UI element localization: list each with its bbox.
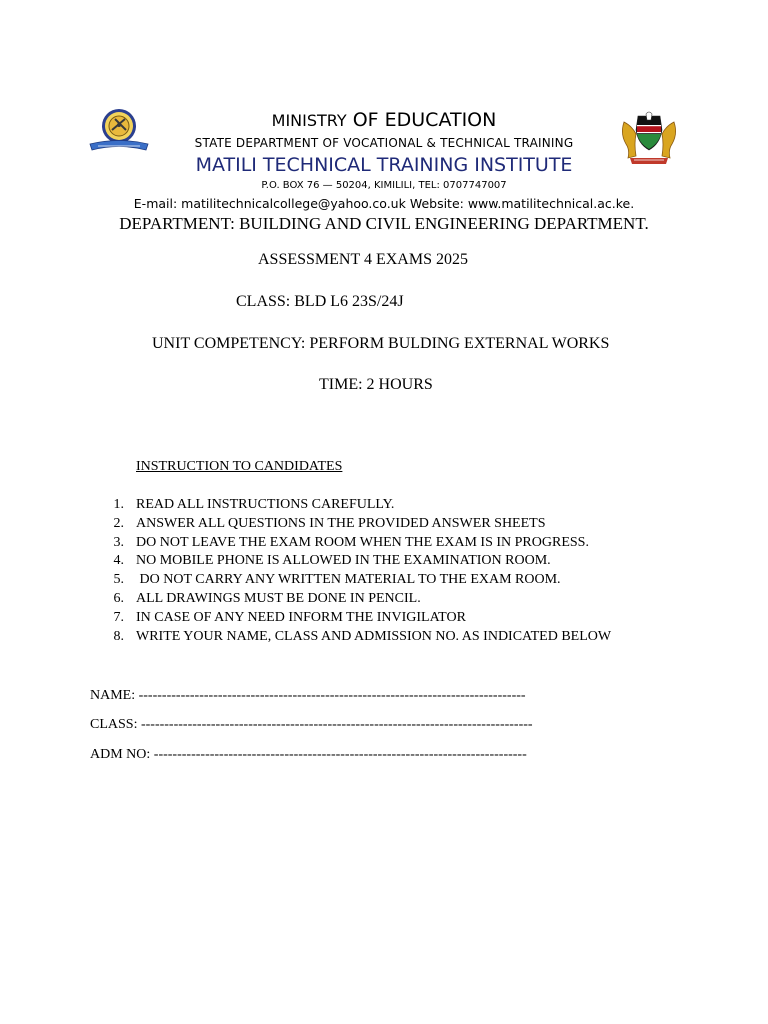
instructions-list <box>100 496 611 646</box>
institute-contact: E-mail: matilitechnicalcollege@yahoo.co.uk Website: www.matilitechnical.ac.ke. <box>133 196 635 211</box>
admission-number-field: ADM NO: -------------------------------------------------------------------------------- <box>90 747 527 762</box>
assessment-title: ASSESSMENT 4 EXAMS 2025 <box>258 251 468 268</box>
class-field: CLASS: ------------------------------------------------------------------------------------ <box>90 717 533 732</box>
instruction-item: 6. ALL DRAWINGS MUST BE DONE IN PENCIL. <box>113 590 421 606</box>
unit-competency: UNIT COMPETENCY: PERFORM BULDING EXTERNAL WORKS <box>152 335 610 352</box>
institute-name: MATILI TECHNICAL TRAINING INSTITUTE <box>195 154 573 176</box>
ministry-rest: OF EDUCATION <box>346 109 497 131</box>
instruction-item: 1. READ ALL INSTRUCTIONS CAREFULLY. <box>113 497 395 512</box>
instruction-item: 2. ANSWER ALL QUESTIONS IN THE PROVIDED ANSWER SHEETS <box>113 515 546 531</box>
exam-time: TIME: 2 HOURS <box>319 376 433 393</box>
class-line: CLASS: BLD L6 23S/24J <box>236 293 404 310</box>
instruction-item: 7. IN CASE OF ANY NEED INFORM THE INVIGILATOR <box>113 609 466 625</box>
instruction-item: 8. WRITE YOUR NAME, CLASS AND ADMISSION NO. AS INDICATED BELOW <box>113 628 612 644</box>
ministry-heading <box>0 109 768 131</box>
name-field: NAME: ----------------------------------------------------------------------------------- <box>90 688 526 703</box>
instruction-item: 3. DO NOT LEAVE THE EXAM ROOM WHEN THE EXAM IS IN PROGRESS. <box>113 534 589 550</box>
ministry-prefix: MINISTRY <box>271 111 347 130</box>
instruction-item: 5. DO NOT CARRY ANY WRITTEN MATERIAL TO THE EXAM ROOM. <box>113 572 561 588</box>
instructions-heading: INSTRUCTION TO CANDIDATES <box>136 459 343 474</box>
department-title: DEPARTMENT: BUILDING AND CIVIL ENGINEERING DEPARTMENT. <box>119 214 649 233</box>
instruction-item: 4. NO MOBILE PHONE IS ALLOWED IN THE EXAMINATION ROOM. <box>113 553 551 569</box>
state-department: STATE DEPARTMENT OF VOCATIONAL & TECHNICAL TRAINING <box>194 136 574 150</box>
institute-address: P.O. BOX 76 — 50204, KIMILILI, TEL: 0707747007 <box>261 180 507 191</box>
